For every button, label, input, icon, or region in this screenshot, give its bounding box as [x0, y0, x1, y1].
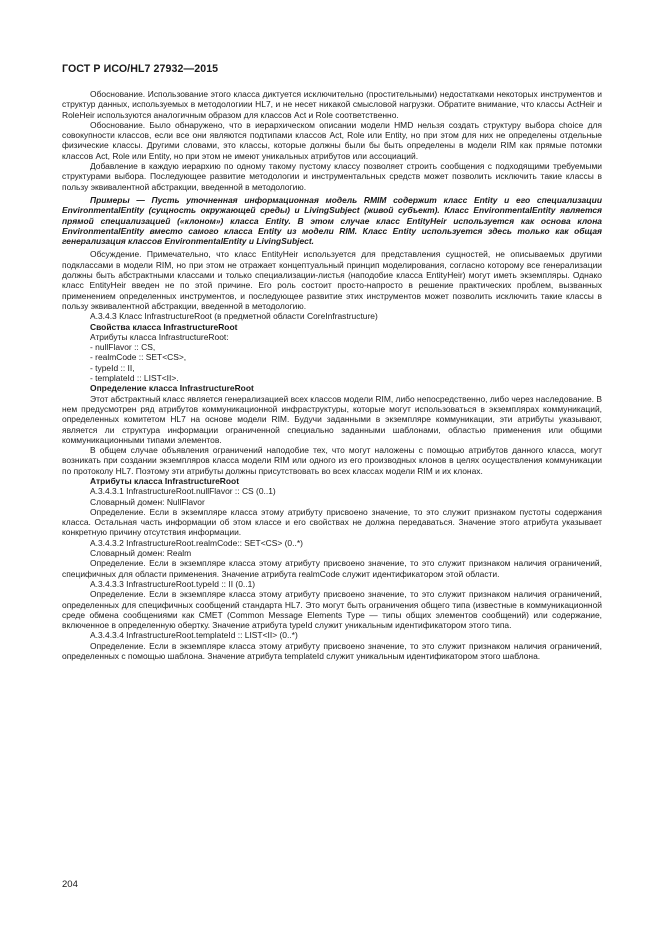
attribute-heading-realmcode: A.3.4.3.2 InfrastructureRoot.realmCode:: SET<CS> (0..*)	[90, 537, 303, 548]
attribute-definition-nullflavor: Определение. Если в экземпляре класса этому атрибуту присвоено значение, то это служит признаком пустоты содержания класса. Остальная часть информации об этом классе и его свойствах не должна передаваться. Значение этого атрибута указывает конкретную причину отсутствия информации.	[62, 506, 602, 538]
attribute-definition-realmcode: Определение. Если в экземпляре класса этому атрибуту присвоено значение, то это служит признаком наличия ограничений, специфичных для области применения. Значение атрибута realmCode служит идентификатором этой области.	[62, 558, 602, 579]
subheading-properties: Свойства класса InfrastructureRoot	[90, 321, 238, 332]
paragraph-definition: Этот абстрактный класс является генерализацией всех классов модели RIM, либо непосредственно, либо через наследование. В нем предусмотрен ряд атрибутов коммуникационной инфраструктуры, которые могут использоваться в экземплярах коммуникаций, определенных комитетом HL7 на основе модели RIM. Будучи заданными в экземпляре коммуникации, эти атрибуты указывают, является ли структура информации ограниченной специально заданными шаблонами, областью применения или общими коммуникационными типами элементов.	[62, 393, 602, 445]
page-number: 204	[62, 879, 78, 890]
page-header: ГОСТ Р ИСО/HL7 27932—2015	[62, 63, 219, 75]
attributes-intro: Атрибуты класса InfrastructureRoot:	[90, 331, 229, 342]
attribute-definition-templateid: Определение. Если в экземпляре класса этому атрибуту присвоено значение, то это служит признаком наличия ограничений, определенных с помощью шаблона. Значение атрибута templateId служит уникальным идентификатором этого шаблона.	[62, 640, 602, 662]
attribute-definition-typeid: Определение. Если в экземпляре класса этому атрибуту присвоено значение, то это служит признаком наличия ограничений, определенных для специфичных сообщений стандарта HL7. Это могут быть ограничения общего типа (известные в коммуникационной среде обмена сообщениями как CMET (Common Message Elements Type — типы общих элементов сообщений) или содержание, включенное в определенную обертку. Значение атрибута typeId служит уникальным идентификатором этого типа.	[62, 589, 602, 631]
paragraph-addition: Добавление в каждую иерархию по одному такому пустому классу позволяет строить сообщения с подходящими требуемыми структурами выбора. Последующее развитие методологии и инструментальных средств может позволить исключить такие классы в пользу эквивалентной абстракции, введенной в методологию.	[62, 161, 602, 192]
attribute-list-item: - nullFlavor :: CS,	[90, 342, 156, 353]
attribute-heading-typeid: A.3.4.3.3 InfrastructureRoot.typeId :: II (0..1)	[90, 578, 256, 589]
subheading-attributes: Атрибуты класса InfrastructureRoot	[90, 475, 240, 486]
section-heading-a343: A.3.4.3 Класс InfrastructureRoot (в предметной области CoreInfrastructure)	[90, 311, 378, 322]
attribute-list-item: - typeId :: II,	[90, 362, 135, 373]
attribute-heading-templateid: A.3.4.3.4 InfrastructureRoot.templateId :: LIST<II> (0..*)	[90, 630, 298, 641]
page-content	[62, 89, 602, 661]
paragraph-constraints: В общем случае объявления ограничений наподобие тех, что могут наложены с помощью атрибутов данного класса, могут возникать при создании экземпляров класса модели RIM или одного из его производных клонов в целях осуществления коммуникации по протоколу HL7. Поэтому эти атрибуты должны присутствовать во всех классах модели RIM и их клонах.	[62, 445, 602, 476]
attribute-heading-nullflavor: A.3.4.3.1 InfrastructureRoot.nullFlavor :: CS (0..1)	[90, 486, 276, 497]
attribute-domain-realmcode: Словарный домен: Realm	[90, 548, 192, 559]
subheading-definition: Определение класса InfrastructureRoot	[90, 383, 254, 394]
attribute-domain-nullflavor: Словарный домен: NullFlavor	[90, 496, 205, 507]
attribute-list-item: - templateId :: LIST<II>.	[90, 373, 179, 384]
paragraph-discussion: Обсуждение. Примечательно, что класс EntityHeir используется для представления сущностей, не описываемых другими подклассами в модели RIM, но при этом не отражает концептуальный принцип моделирования, согласно которому все генерализации должны быть абстрактными классами и только специализации-листья (наподобие класса EntityHeir) могут иметь экземпляры. Однако класс EntityHeir введен не по этой причине. Его роль состоит просто-напросто в решение практических проблем, вызванных применением определенных инструментов, и последующее развитие этих инструментов может позволить исключить такие классы в пользу эквивалентной абстракции, введенной в методологию.	[62, 249, 602, 311]
paragraph-rationale-2: Обоснование. Было обнаружено, что в иерархическом описании модели HMD нельзя создать структуру выбора choice для совокупности классов, если все они являются подтипами классов Act, Role или Entity, но при этом для них не определены отдельные физические классы. Другими словами, это классы, которые должны были бы быть определены в модели RIM как прямые потомки классов Act, Role или Entity, но при этом не имеют уникальных атрибутов или ассоциаций.	[62, 119, 602, 161]
paragraph-rationale-1: Обоснование. Использование этого класса диктуется исключительно (простительными) недостатками некоторых инструментов и структур данных, используемых в методологиии HL7, и не несет никакой смысловой нагрузки. Обратите внимание, что классы ActHeir и RoleHeir используются аналогичным образом для классов Act и Role соответственно.	[62, 89, 602, 120]
attribute-list-item: - realmCode :: SET<CS>,	[90, 352, 187, 363]
example-paragraph: Примеры — Пусть уточненная информационная модель RMIM содержит класс Entity и его специализации EnvironmentalEntity (сущность окружающей среды) и LivingSubject (живой субъект). Класс EnvironmentalEntity является прямой специализацией («клоном») класса Entity. В этом случае класс EntityHeir используется как основа клона EnvironmentalEntity вместо самого класса Entity из модели RIM. Класс Entity используется здесь только как общая генерализация классов EnvironmentalEntity и LivingSubject.	[62, 194, 602, 247]
